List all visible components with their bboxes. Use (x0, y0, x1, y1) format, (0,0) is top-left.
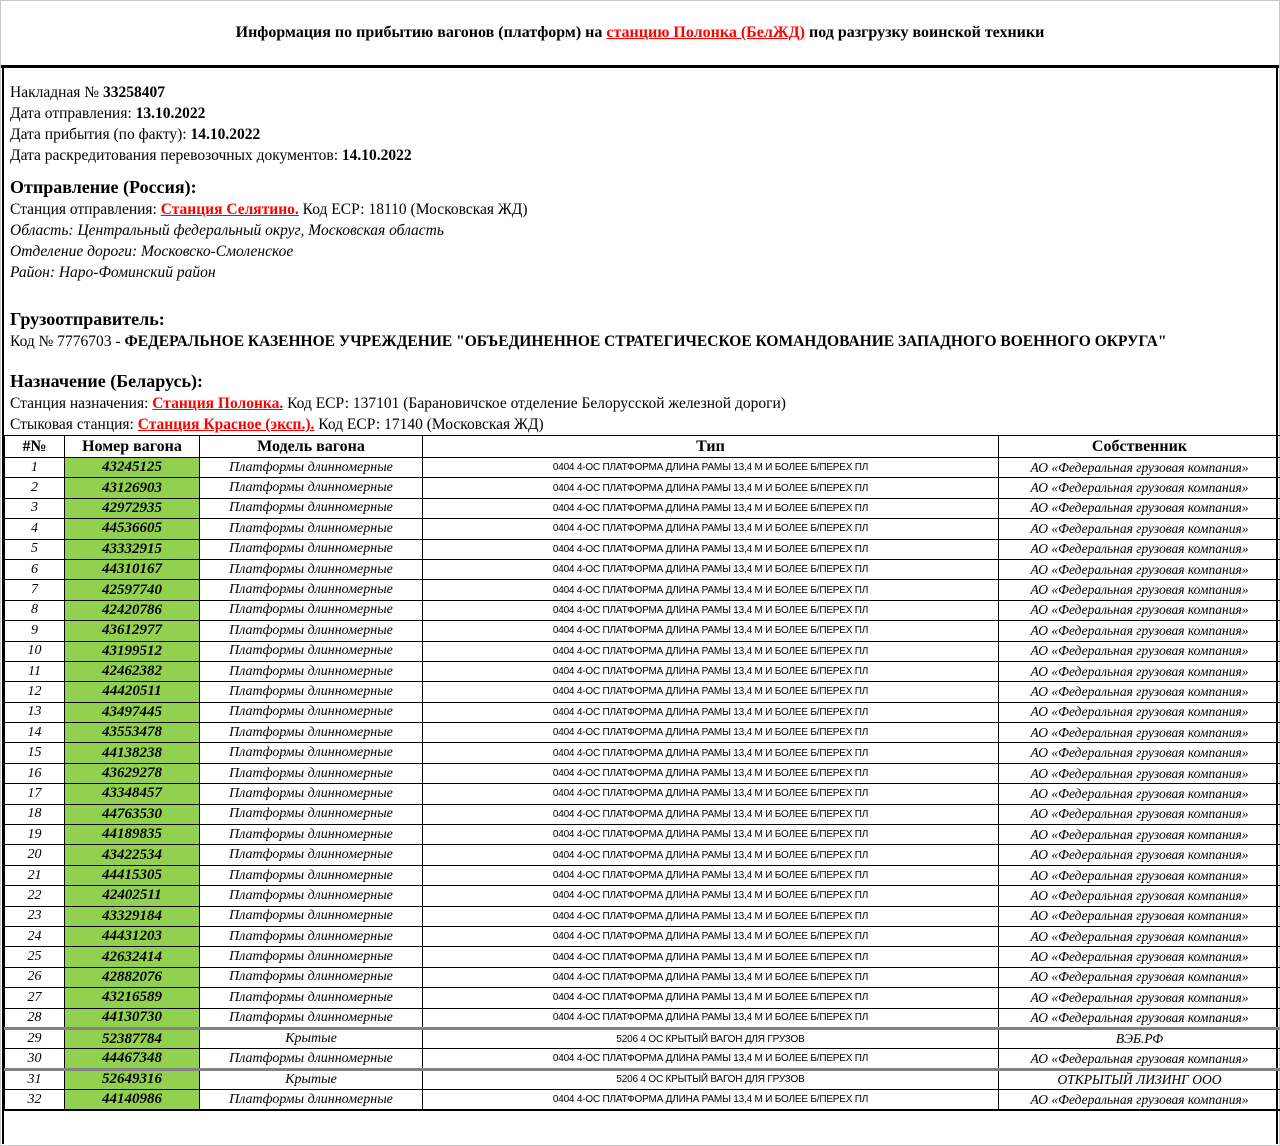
table-row (5, 1069, 1280, 1089)
wagon-owner-cell: АО «Федеральная грузовая компания» (999, 519, 1280, 539)
wagon-model-cell: Платформы длинномерные (200, 743, 423, 763)
row-number: 7 (5, 580, 65, 600)
row-number: 4 (5, 519, 65, 539)
arrival-date-line (10, 124, 1268, 145)
wagon-owner-cell: АО «Федеральная грузовая компания» (999, 458, 1280, 478)
wagon-type-cell: 5206 4 ОС КРЫТЫЙ ВАГОН ДЛЯ ГРУЗОВ (423, 1028, 999, 1048)
table-row (5, 763, 1280, 783)
wagon-type-cell: 0404 4-ОС ПЛАТФОРМА ДЛИНА РАМЫ 13,4 М И БОЛЕЕ Б/ПЕРЕХ ПЛ (423, 559, 999, 579)
wagon-type-cell: 0404 4-ОС ПЛАТФОРМА ДЛИНА РАМЫ 13,4 М И БОЛЕЕ Б/ПЕРЕХ ПЛ (423, 702, 999, 722)
table-row (5, 886, 1280, 906)
table-row (5, 865, 1280, 885)
wagon-owner-cell: АО «Федеральная грузовая компания» (999, 804, 1280, 824)
wagon-number-cell: 44189835 (65, 825, 200, 845)
row-number: 22 (5, 886, 65, 906)
wagon-owner-cell: АО «Федеральная грузовая компания» (999, 784, 1280, 804)
wagon-model-cell: Платформы длинномерные (200, 1049, 423, 1069)
waybill-label: Накладная № (10, 84, 103, 101)
wagon-model-cell: Платформы длинномерные (200, 702, 423, 722)
wagon-model-cell: Платформы длинномерные (200, 559, 423, 579)
table-row (5, 458, 1280, 478)
row-number: 16 (5, 763, 65, 783)
wagon-number-cell: 43245125 (65, 458, 200, 478)
wagon-model-cell: Платформы длинномерные (200, 886, 423, 906)
wagon-number-cell: 43332915 (65, 539, 200, 559)
shipper-name: ФЕДЕРАЛЬНОЕ КАЗЕННОЕ УЧРЕЖДЕНИЕ "ОБЪЕДИНЕННОЕ СТРАТЕГИЧЕСКОЕ КОМАНДОВАНИЕ ЗАПАДНОГО ВОЕННОГО ОКРУГА" (124, 333, 1167, 350)
wagon-number-cell: 43126903 (65, 478, 200, 498)
wagon-number-cell: 43629278 (65, 763, 200, 783)
row-number: 13 (5, 702, 65, 722)
wagon-number-cell: 44310167 (65, 559, 200, 579)
station-krasnoe-link[interactable]: Станция Красное (эксп.). (137, 416, 315, 433)
row-number: 27 (5, 988, 65, 1008)
row-number: 8 (5, 600, 65, 620)
wagon-type-cell: 0404 4-ОС ПЛАТФОРМА ДЛИНА РАМЫ 13,4 М И БОЛЕЕ Б/ПЕРЕХ ПЛ (423, 804, 999, 824)
destination-station-label: Станция назначения: (10, 395, 153, 412)
wagon-model-cell: Крытые (200, 1028, 423, 1048)
row-number: 5 (5, 539, 65, 559)
wagon-model-cell: Платформы длинномерные (200, 458, 423, 478)
table-row (5, 539, 1280, 559)
departure-date-line (10, 103, 1268, 124)
table-row (5, 661, 1280, 681)
row-number: 15 (5, 743, 65, 763)
wagon-type-cell: 0404 4-ОС ПЛАТФОРМА ДЛИНА РАМЫ 13,4 М И БОЛЕЕ Б/ПЕРЕХ ПЛ (423, 621, 999, 641)
wagon-type-cell: 0404 4-ОС ПЛАТФОРМА ДЛИНА РАМЫ 13,4 М И БОЛЕЕ Б/ПЕРЕХ ПЛ (423, 539, 999, 559)
page-title (236, 24, 1045, 42)
wagon-model-cell: Платформы длинномерные (200, 804, 423, 824)
origin-station-code: Код ЕСР: 18110 (Московская ЖД) (298, 201, 528, 218)
wagon-owner-cell: АО «Федеральная грузовая компания» (999, 621, 1280, 641)
wagon-type-cell: 0404 4-ОС ПЛАТФОРМА ДЛИНА РАМЫ 13,4 М И БОЛЕЕ Б/ПЕРЕХ ПЛ (423, 1008, 999, 1028)
wagon-type-cell: 0404 4-ОС ПЛАТФОРМА ДЛИНА РАМЫ 13,4 М И БОЛЕЕ Б/ПЕРЕХ ПЛ (423, 743, 999, 763)
credit-date-label: Дата раскредитования перевозочных документов: (10, 147, 342, 164)
departure-date-label: Дата отправления: (10, 105, 136, 122)
document-header-info (4, 68, 1276, 435)
origin-oblast-line: Область: Центральный федеральный округ, Московская область (10, 222, 444, 239)
table-row (5, 906, 1280, 926)
arrival-date-value: 14.10.2022 (190, 126, 261, 143)
wagon-table-body (5, 458, 1280, 1111)
wagon-owner-cell: АО «Федеральная грузовая компания» (999, 498, 1280, 518)
wagon-model-cell: Платформы длинномерные (200, 723, 423, 743)
table-row (5, 478, 1280, 498)
wagon-type-cell: 0404 4-ОС ПЛАТФОРМА ДЛИНА РАМЫ 13,4 М И БОЛЕЕ Б/ПЕРЕХ ПЛ (423, 825, 999, 845)
wagon-number-cell: 42972935 (65, 498, 200, 518)
wagon-type-cell: 0404 4-ОС ПЛАТФОРМА ДЛИНА РАМЫ 13,4 М И БОЛЕЕ Б/ПЕРЕХ ПЛ (423, 1049, 999, 1069)
row-number: 1 (5, 458, 65, 478)
main-content-box (2, 68, 1278, 1144)
row-number: 20 (5, 845, 65, 865)
title-text-suffix: под разгрузку воинской техники (804, 24, 1045, 41)
wagon-owner-cell: АО «Федеральная грузовая компания» (999, 967, 1280, 987)
wagon-model-cell: Платформы длинномерные (200, 1008, 423, 1028)
destination-section-heading: Назначение (Беларусь): (10, 371, 203, 391)
wagon-number-cell: 44420511 (65, 682, 200, 702)
wagon-type-cell: 0404 4-ОС ПЛАТФОРМА ДЛИНА РАМЫ 13,4 М И БОЛЕЕ Б/ПЕРЕХ ПЛ (423, 784, 999, 804)
row-number: 25 (5, 947, 65, 967)
wagon-model-cell: Платформы длинномерные (200, 661, 423, 681)
wagon-type-cell: 0404 4-ОС ПЛАТФОРМА ДЛИНА РАМЫ 13,4 М И БОЛЕЕ Б/ПЕРЕХ ПЛ (423, 988, 999, 1008)
wagon-model-cell: Платформы длинномерные (200, 825, 423, 845)
table-row (5, 580, 1280, 600)
wagon-owner-cell: АО «Федеральная грузовая компания» (999, 886, 1280, 906)
wagon-number-cell: 42882076 (65, 967, 200, 987)
wagon-model-cell: Крытые (200, 1069, 423, 1089)
table-row (5, 784, 1280, 804)
wagon-type-cell: 0404 4-ОС ПЛАТФОРМА ДЛИНА РАМЫ 13,4 М И БОЛЕЕ Б/ПЕРЕХ ПЛ (423, 580, 999, 600)
wagon-number-cell: 44138238 (65, 743, 200, 763)
wagon-type-cell: 0404 4-ОС ПЛАТФОРМА ДЛИНА РАМЫ 13,4 М И БОЛЕЕ Б/ПЕРЕХ ПЛ (423, 763, 999, 783)
wagon-model-cell: Платформы длинномерные (200, 478, 423, 498)
row-number: 9 (5, 621, 65, 641)
wagon-number-cell: 42597740 (65, 580, 200, 600)
wagon-owner-cell: АО «Федеральная грузовая компания» (999, 926, 1280, 946)
wagon-owner-cell: АО «Федеральная грузовая компания» (999, 1090, 1280, 1110)
wagon-model-cell: Платформы длинномерные (200, 784, 423, 804)
row-number: 12 (5, 682, 65, 702)
wagon-type-cell: 0404 4-ОС ПЛАТФОРМА ДЛИНА РАМЫ 13,4 М И БОЛЕЕ Б/ПЕРЕХ ПЛ (423, 845, 999, 865)
table-row (5, 641, 1280, 661)
table-row (5, 926, 1280, 946)
wagon-model-cell: Платформы длинномерные (200, 865, 423, 885)
wagon-number-cell: 44536605 (65, 519, 200, 539)
wagon-number-cell: 42632414 (65, 947, 200, 967)
wagon-type-cell: 0404 4-ОС ПЛАТФОРМА ДЛИНА РАМЫ 13,4 М И БОЛЕЕ Б/ПЕРЕХ ПЛ (423, 600, 999, 620)
wagon-model-cell: Платформы длинномерные (200, 947, 423, 967)
wagon-owner-cell: АО «Федеральная грузовая компания» (999, 865, 1280, 885)
wagon-owner-cell: ВЭБ.РФ (999, 1028, 1280, 1048)
table-row (5, 600, 1280, 620)
wagon-type-cell: 0404 4-ОС ПЛАТФОРМА ДЛИНА РАМЫ 13,4 М И БОЛЕЕ Б/ПЕРЕХ ПЛ (423, 498, 999, 518)
station-selyatino-link[interactable]: Станция Селятино. (160, 201, 299, 218)
table-row (5, 947, 1280, 967)
wagon-model-cell: Платформы длинномерные (200, 967, 423, 987)
wagon-model-cell: Платформы длинномерные (200, 600, 423, 620)
wagon-number-cell: 44415305 (65, 865, 200, 885)
wagon-type-cell: 0404 4-ОС ПЛАТФОРМА ДЛИНА РАМЫ 13,4 М И БОЛЕЕ Б/ПЕРЕХ ПЛ (423, 865, 999, 885)
wagon-number-cell: 43348457 (65, 784, 200, 804)
column-header-wagon-number: Номер вагона (65, 436, 200, 458)
wagon-number-cell: 52387784 (65, 1028, 200, 1048)
wagon-type-cell: 0404 4-ОС ПЛАТФОРМА ДЛИНА РАМЫ 13,4 М И БОЛЕЕ Б/ПЕРЕХ ПЛ (423, 1090, 999, 1110)
wagon-type-cell: 0404 4-ОС ПЛАТФОРМА ДЛИНА РАМЫ 13,4 М И БОЛЕЕ Б/ПЕРЕХ ПЛ (423, 661, 999, 681)
row-number: 11 (5, 661, 65, 681)
wagon-owner-cell: АО «Федеральная грузовая компания» (999, 845, 1280, 865)
table-row (5, 682, 1280, 702)
column-header-owner: Собственник (999, 436, 1280, 458)
wagon-owner-cell: АО «Федеральная грузовая компания» (999, 600, 1280, 620)
wagon-model-cell: Платформы длинномерные (200, 621, 423, 641)
shipper-line (10, 331, 1268, 352)
row-number: 31 (5, 1069, 65, 1089)
wagon-model-cell: Платформы длинномерные (200, 926, 423, 946)
wagon-owner-cell: АО «Федеральная грузовая компания» (999, 539, 1280, 559)
row-number: 26 (5, 967, 65, 987)
table-row (5, 1008, 1280, 1028)
wagon-number-cell: 44467348 (65, 1049, 200, 1069)
wagon-model-cell: Платформы длинномерные (200, 1090, 423, 1110)
waybill-number: 33258407 (102, 84, 165, 101)
wagon-owner-cell: АО «Федеральная грузовая компания» (999, 478, 1280, 498)
arrival-date-label: Дата прибытия (по факту): (10, 126, 191, 143)
wagon-owner-cell: АО «Федеральная грузовая компания» (999, 661, 1280, 681)
wagon-owner-cell: АО «Федеральная грузовая компания» (999, 743, 1280, 763)
wagon-type-cell: 0404 4-ОС ПЛАТФОРМА ДЛИНА РАМЫ 13,4 М И БОЛЕЕ Б/ПЕРЕХ ПЛ (423, 641, 999, 661)
wagon-owner-cell: АО «Федеральная грузовая компания» (999, 580, 1280, 600)
table-row (5, 825, 1280, 845)
wagon-type-cell: 0404 4-ОС ПЛАТФОРМА ДЛИНА РАМЫ 13,4 М И БОЛЕЕ Б/ПЕРЕХ ПЛ (423, 947, 999, 967)
table-row (5, 519, 1280, 539)
wagon-owner-cell: АО «Федеральная грузовая компания» (999, 559, 1280, 579)
wagon-model-cell: Платформы длинномерные (200, 682, 423, 702)
row-number: 28 (5, 1008, 65, 1028)
waybill-line (10, 82, 1268, 103)
row-number: 24 (5, 926, 65, 946)
wagon-type-cell: 0404 4-ОС ПЛАТФОРМА ДЛИНА РАМЫ 13,4 М И БОЛЕЕ Б/ПЕРЕХ ПЛ (423, 906, 999, 926)
wagon-number-cell: 42420786 (65, 600, 200, 620)
row-number: 6 (5, 559, 65, 579)
origin-station-line (10, 199, 1268, 220)
wagon-model-cell: Платформы длинномерные (200, 845, 423, 865)
wagon-owner-cell: АО «Федеральная грузовая компания» (999, 723, 1280, 743)
wagon-model-cell: Платформы длинномерные (200, 763, 423, 783)
table-row (5, 743, 1280, 763)
wagon-type-cell: 0404 4-ОС ПЛАТФОРМА ДЛИНА РАМЫ 13,4 М И БОЛЕЕ Б/ПЕРЕХ ПЛ (423, 682, 999, 702)
credit-date-value: 14.10.2022 (341, 147, 412, 164)
wagon-owner-cell: АО «Федеральная грузовая компания» (999, 1049, 1280, 1069)
wagon-number-cell: 44140986 (65, 1090, 200, 1110)
row-number: 19 (5, 825, 65, 845)
wagon-model-cell: Платформы длинномерные (200, 519, 423, 539)
row-number: 18 (5, 804, 65, 824)
wagon-type-cell: 0404 4-ОС ПЛАТФОРМА ДЛИНА РАМЫ 13,4 М И БОЛЕЕ Б/ПЕРЕХ ПЛ (423, 886, 999, 906)
origin-district-line: Район: Наро-Фоминский район (10, 264, 216, 281)
table-row (5, 1028, 1280, 1048)
wagon-owner-cell: АО «Федеральная грузовая компания» (999, 763, 1280, 783)
destination-station-line (10, 393, 1268, 414)
wagon-table (4, 435, 1280, 1111)
wagon-number-cell: 43553478 (65, 723, 200, 743)
wagon-owner-cell: АО «Федеральная грузовая компания» (999, 906, 1280, 926)
wagon-number-cell: 43422534 (65, 845, 200, 865)
station-polonka-title-link[interactable]: станцию Полонка (БелЖД) (606, 24, 805, 41)
wagon-number-cell: 44763530 (65, 804, 200, 824)
wagon-number-cell: 52649316 (65, 1069, 200, 1089)
wagon-number-cell: 44130730 (65, 1008, 200, 1028)
column-header-index: #№ (5, 436, 65, 458)
origin-division-line: Отделение дороги: Московско-Смоленское (10, 243, 294, 260)
wagon-model-cell: Платформы длинномерные (200, 988, 423, 1008)
wagon-owner-cell: АО «Федеральная грузовая компания» (999, 641, 1280, 661)
table-row (5, 967, 1280, 987)
wagon-model-cell: Платформы длинномерные (200, 906, 423, 926)
row-number: 23 (5, 906, 65, 926)
wagon-type-cell: 0404 4-ОС ПЛАТФОРМА ДЛИНА РАМЫ 13,4 М И БОЛЕЕ Б/ПЕРЕХ ПЛ (423, 926, 999, 946)
table-row (5, 988, 1280, 1008)
destination-station-code: Код ЕСР: 137101 (Барановичское отделение Белорусской железной дороги) (283, 395, 786, 412)
row-number: 32 (5, 1090, 65, 1110)
row-number: 17 (5, 784, 65, 804)
origin-section-heading: Отправление (Россия): (10, 177, 197, 197)
table-header-row (5, 436, 1280, 458)
station-polonka-link[interactable]: Станция Полонка. (152, 395, 284, 412)
wagon-model-cell: Платформы длинномерные (200, 498, 423, 518)
column-header-wagon-model: Модель вагона (200, 436, 423, 458)
wagon-number-cell: 42462382 (65, 661, 200, 681)
table-row (5, 845, 1280, 865)
row-number: 29 (5, 1028, 65, 1048)
table-row (5, 1049, 1280, 1069)
wagon-model-cell: Платформы длинномерные (200, 539, 423, 559)
wagon-type-cell: 5206 4 ОС КРЫТЫЙ ВАГОН ДЛЯ ГРУЗОВ (423, 1069, 999, 1089)
wagon-number-cell: 43216589 (65, 988, 200, 1008)
wagon-owner-cell: АО «Федеральная грузовая компания» (999, 702, 1280, 722)
table-row (5, 723, 1280, 743)
wagon-owner-cell: АО «Федеральная грузовая компания» (999, 1008, 1280, 1028)
row-number: 10 (5, 641, 65, 661)
wagon-number-cell: 44431203 (65, 926, 200, 946)
row-number: 14 (5, 723, 65, 743)
junction-station-line (10, 414, 1268, 435)
wagon-number-cell: 43329184 (65, 906, 200, 926)
wagon-owner-cell: АО «Федеральная грузовая компания» (999, 682, 1280, 702)
shipper-section-heading: Грузоотправитель: (10, 309, 165, 329)
wagon-number-cell: 43612977 (65, 621, 200, 641)
wagon-model-cell: Платформы длинномерные (200, 641, 423, 661)
table-row (5, 702, 1280, 722)
row-number: 2 (5, 478, 65, 498)
departure-date-value: 13.10.2022 (135, 105, 206, 122)
wagon-type-cell: 0404 4-ОС ПЛАТФОРМА ДЛИНА РАМЫ 13,4 М И БОЛЕЕ Б/ПЕРЕХ ПЛ (423, 723, 999, 743)
wagon-owner-cell: ОТКРЫТЫЙ ЛИЗИНГ ООО (999, 1069, 1280, 1089)
row-number: 21 (5, 865, 65, 885)
wagon-type-cell: 0404 4-ОС ПЛАТФОРМА ДЛИНА РАМЫ 13,4 М И БОЛЕЕ Б/ПЕРЕХ ПЛ (423, 478, 999, 498)
wagon-number-cell: 42402511 (65, 886, 200, 906)
wagon-type-cell: 0404 4-ОС ПЛАТФОРМА ДЛИНА РАМЫ 13,4 М И БОЛЕЕ Б/ПЕРЕХ ПЛ (423, 519, 999, 539)
wagon-owner-cell: АО «Федеральная грузовая компания» (999, 947, 1280, 967)
wagon-type-cell: 0404 4-ОС ПЛАТФОРМА ДЛИНА РАМЫ 13,4 М И БОЛЕЕ Б/ПЕРЕХ ПЛ (423, 458, 999, 478)
title-band (1, 1, 1279, 68)
row-number: 30 (5, 1049, 65, 1069)
junction-station-code: Код ЕСР: 17140 (Московская ЖД) (314, 416, 544, 433)
wagon-owner-cell: АО «Федеральная грузовая компания» (999, 825, 1280, 845)
shipper-code-label: Код № 7776703 - (10, 333, 125, 350)
table-row (5, 621, 1280, 641)
junction-station-label: Стыковая станция: (10, 416, 138, 433)
credit-date-line (10, 145, 1268, 166)
wagon-model-cell: Платформы длинномерные (200, 580, 423, 600)
wagon-number-cell: 43497445 (65, 702, 200, 722)
wagon-type-cell: 0404 4-ОС ПЛАТФОРМА ДЛИНА РАМЫ 13,4 М И БОЛЕЕ Б/ПЕРЕХ ПЛ (423, 967, 999, 987)
wagon-number-cell: 43199512 (65, 641, 200, 661)
wagon-owner-cell: АО «Федеральная грузовая компания» (999, 988, 1280, 1008)
table-row (5, 498, 1280, 518)
table-row (5, 559, 1280, 579)
origin-station-label: Станция отправления: (10, 201, 161, 218)
table-row (5, 804, 1280, 824)
row-number: 3 (5, 498, 65, 518)
table-row (5, 1090, 1280, 1110)
column-header-wagon-type: Тип (423, 436, 999, 458)
title-text-prefix: Информация по прибытию вагонов (платформ) на (235, 24, 607, 41)
